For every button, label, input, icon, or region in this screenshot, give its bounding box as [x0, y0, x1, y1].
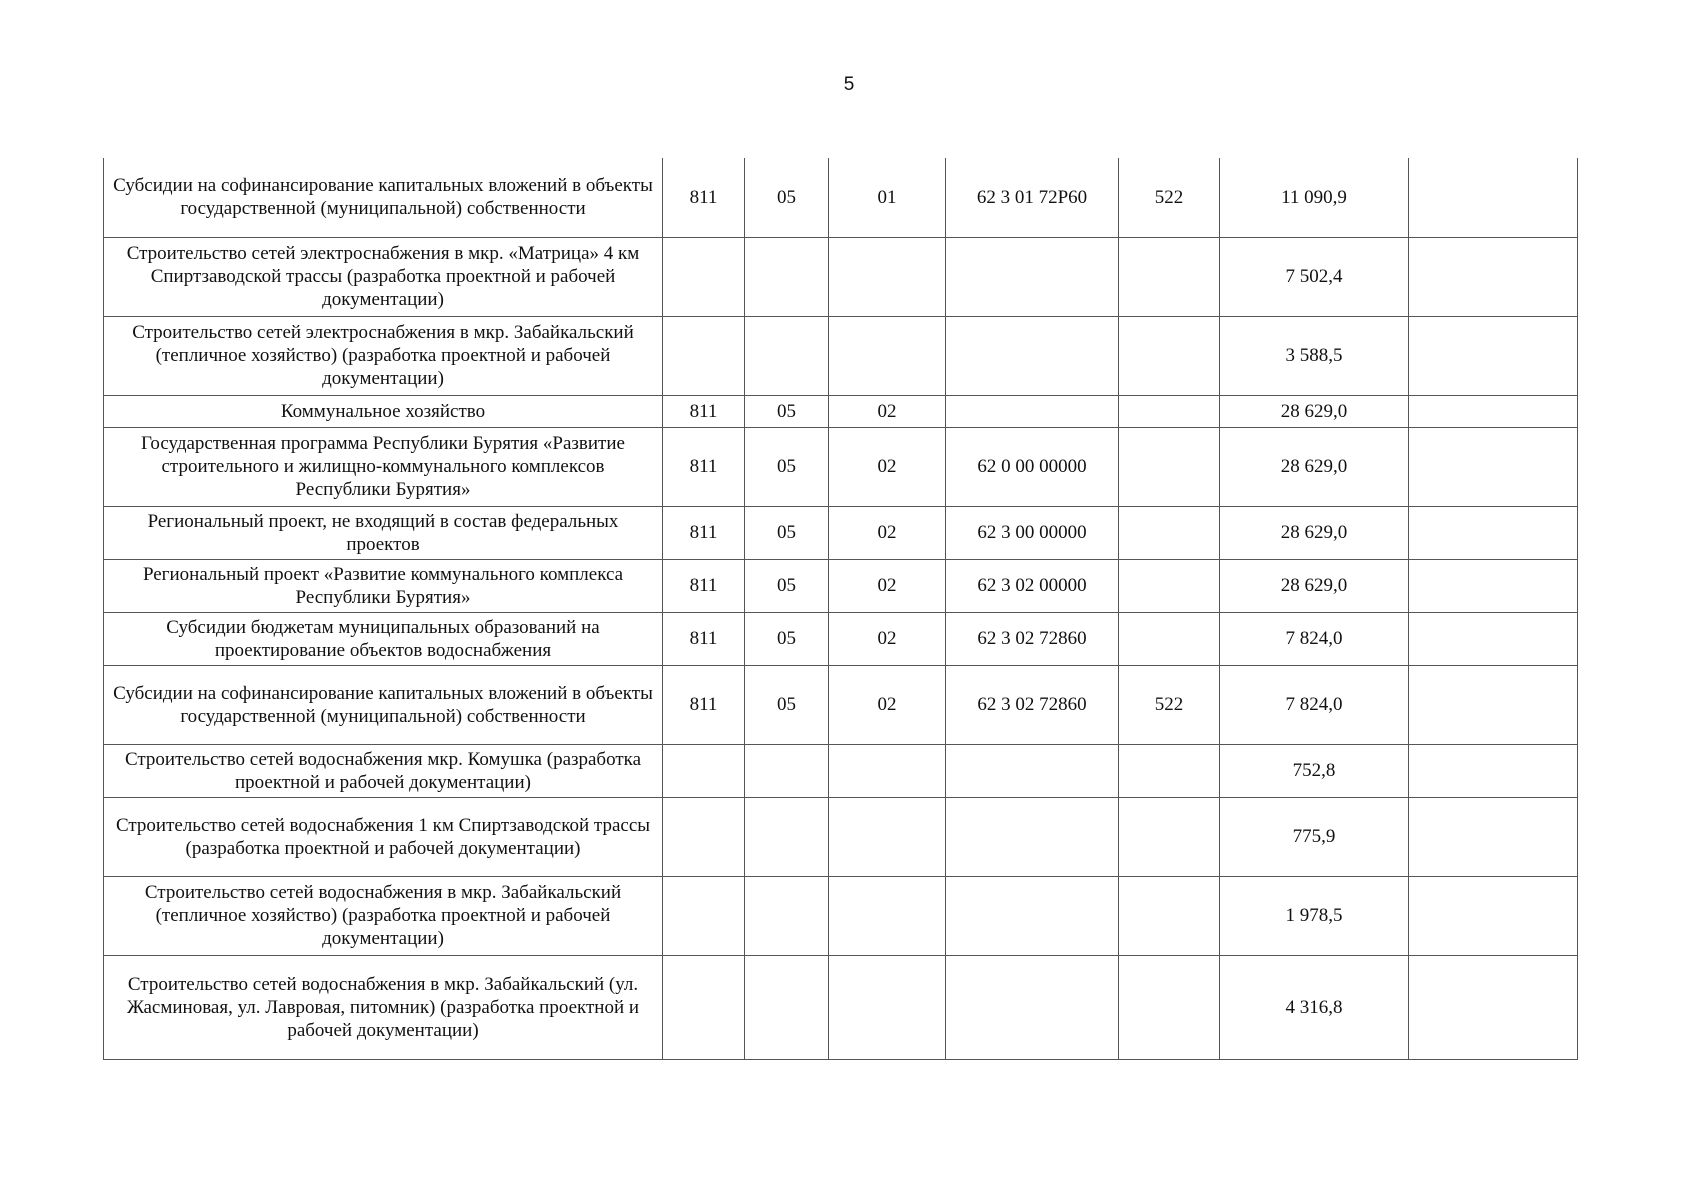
cell-sum: 28 629,0: [1220, 559, 1409, 612]
cell-pr: 02: [829, 427, 946, 506]
cell-rz: [745, 955, 829, 1059]
cell-ved: 811: [663, 612, 745, 665]
table-row: [104, 316, 1578, 395]
cell-ved: 811: [663, 559, 745, 612]
cell-sum: 28 629,0: [1220, 427, 1409, 506]
table-row: [104, 744, 1578, 797]
cell-rz: 05: [745, 612, 829, 665]
cell-extra: [1409, 559, 1578, 612]
cell-ved: [663, 876, 745, 955]
cell-extra: [1409, 797, 1578, 876]
cell-pr: 02: [829, 506, 946, 559]
cell-vr: [1119, 876, 1220, 955]
cell-sum: 4 316,8: [1220, 955, 1409, 1059]
cell-ved: 811: [663, 506, 745, 559]
cell-csr: 62 3 00 00000: [946, 506, 1119, 559]
cell-pr: 02: [829, 612, 946, 665]
cell-ved: 811: [663, 665, 745, 744]
cell-rz: 05: [745, 559, 829, 612]
cell-rz: [745, 797, 829, 876]
cell-name: Региональный проект, не входящий в состав федеральных проектов: [104, 506, 663, 559]
cell-vr: [1119, 797, 1220, 876]
table-row: [104, 665, 1578, 744]
cell-name: Строительство сетей водоснабжения в мкр. Забайкальский (тепличное хозяйство) (разработка проектной и рабочей документации): [104, 876, 663, 955]
page-number: 5: [843, 74, 855, 95]
cell-vr: [1119, 316, 1220, 395]
cell-pr: [829, 237, 946, 316]
cell-sum: 7 824,0: [1220, 612, 1409, 665]
cell-vr: [1119, 237, 1220, 316]
cell-csr: 62 3 02 72860: [946, 612, 1119, 665]
table-row: [104, 158, 1578, 237]
table-row: [104, 612, 1578, 665]
cell-extra: [1409, 955, 1578, 1059]
cell-extra: [1409, 744, 1578, 797]
cell-vr: [1119, 744, 1220, 797]
cell-csr: [946, 316, 1119, 395]
cell-rz: 05: [745, 158, 829, 237]
cell-pr: [829, 955, 946, 1059]
cell-extra: [1409, 665, 1578, 744]
cell-extra: [1409, 316, 1578, 395]
cell-ved: [663, 237, 745, 316]
cell-sum: 752,8: [1220, 744, 1409, 797]
cell-ved: 811: [663, 158, 745, 237]
cell-name: Субсидии на софинансирование капитальных вложений в объекты государственной (муниципальной) собственности: [104, 665, 663, 744]
cell-ved: [663, 797, 745, 876]
cell-sum: 11 090,9: [1220, 158, 1409, 237]
cell-vr: 522: [1119, 665, 1220, 744]
cell-extra: [1409, 237, 1578, 316]
cell-csr: [946, 876, 1119, 955]
cell-rz: 05: [745, 427, 829, 506]
table-row: [104, 427, 1578, 506]
cell-ved: 811: [663, 395, 745, 427]
cell-csr: [946, 395, 1119, 427]
cell-name: Субсидии бюджетам муниципальных образований на проектирование объектов водоснабжения: [104, 612, 663, 665]
cell-rz: 05: [745, 395, 829, 427]
cell-sum: 28 629,0: [1220, 395, 1409, 427]
cell-ved: [663, 744, 745, 797]
cell-csr: 62 3 01 72Р60: [946, 158, 1119, 237]
cell-name: Строительство сетей водоснабжения мкр. Комушка (разработка проектной и рабочей документации): [104, 744, 663, 797]
cell-vr: [1119, 427, 1220, 506]
cell-ved: 811: [663, 427, 745, 506]
cell-vr: [1119, 559, 1220, 612]
table-row: [104, 237, 1578, 316]
cell-name: Строительство сетей электроснабжения в мкр. «Матрица» 4 км Спиртзаводской трассы (разработка проектной и рабочей документации): [104, 237, 663, 316]
cell-vr: 522: [1119, 158, 1220, 237]
cell-extra: [1409, 158, 1578, 237]
cell-name: Региональный проект «Развитие коммунального комплекса Республики Бурятия»: [104, 559, 663, 612]
cell-extra: [1409, 612, 1578, 665]
table-row: [104, 506, 1578, 559]
cell-pr: 01: [829, 158, 946, 237]
cell-name: Субсидии на софинансирование капитальных вложений в объекты государственной (муниципальной) собственности: [104, 158, 663, 237]
cell-csr: [946, 955, 1119, 1059]
cell-extra: [1409, 427, 1578, 506]
cell-name: Строительство сетей водоснабжения в мкр. Забайкальский (ул. Жасминовая, ул. Лавровая, питомник) (разработка проектной и рабочей документации): [104, 955, 663, 1059]
cell-pr: [829, 876, 946, 955]
cell-pr: [829, 316, 946, 395]
cell-sum: 7 502,4: [1220, 237, 1409, 316]
cell-sum: 7 824,0: [1220, 665, 1409, 744]
cell-ved: [663, 955, 745, 1059]
cell-csr: 62 3 02 00000: [946, 559, 1119, 612]
cell-pr: 02: [829, 665, 946, 744]
cell-csr: 62 3 02 72860: [946, 665, 1119, 744]
cell-pr: [829, 797, 946, 876]
cell-sum: 3 588,5: [1220, 316, 1409, 395]
cell-csr: 62 0 00 00000: [946, 427, 1119, 506]
cell-vr: [1119, 955, 1220, 1059]
table-row: [104, 797, 1578, 876]
cell-rz: [745, 876, 829, 955]
cell-rz: [745, 316, 829, 395]
cell-sum: 775,9: [1220, 797, 1409, 876]
cell-rz: [745, 237, 829, 316]
cell-vr: [1119, 506, 1220, 559]
cell-name: Государственная программа Республики Бурятия «Развитие строительного и жилищно-коммунального комплексов Республики Бурятия»: [104, 427, 663, 506]
table-row: [104, 955, 1578, 1059]
table-row: [104, 559, 1578, 612]
cell-extra: [1409, 876, 1578, 955]
cell-vr: [1119, 395, 1220, 427]
cell-vr: [1119, 612, 1220, 665]
cell-sum: 1 978,5: [1220, 876, 1409, 955]
cell-pr: 02: [829, 559, 946, 612]
table-row: [104, 395, 1578, 427]
cell-extra: [1409, 395, 1578, 427]
cell-csr: [946, 237, 1119, 316]
cell-name: Строительство сетей электроснабжения в мкр. Забайкальский (тепличное хозяйство) (разработка проектной и рабочей документации): [104, 316, 663, 395]
table-row: [104, 876, 1578, 955]
cell-rz: 05: [745, 665, 829, 744]
cell-ved: [663, 316, 745, 395]
cell-sum: 28 629,0: [1220, 506, 1409, 559]
cell-extra: [1409, 506, 1578, 559]
cell-rz: 05: [745, 506, 829, 559]
cell-name: Коммунальное хозяйство: [104, 395, 663, 427]
cell-csr: [946, 797, 1119, 876]
cell-name: Строительство сетей водоснабжения 1 км Спиртзаводской трассы (разработка проектной и рабочей документации): [104, 797, 663, 876]
budget-table: [103, 158, 1578, 1060]
cell-rz: [745, 744, 829, 797]
cell-pr: 02: [829, 395, 946, 427]
cell-csr: [946, 744, 1119, 797]
cell-pr: [829, 744, 946, 797]
